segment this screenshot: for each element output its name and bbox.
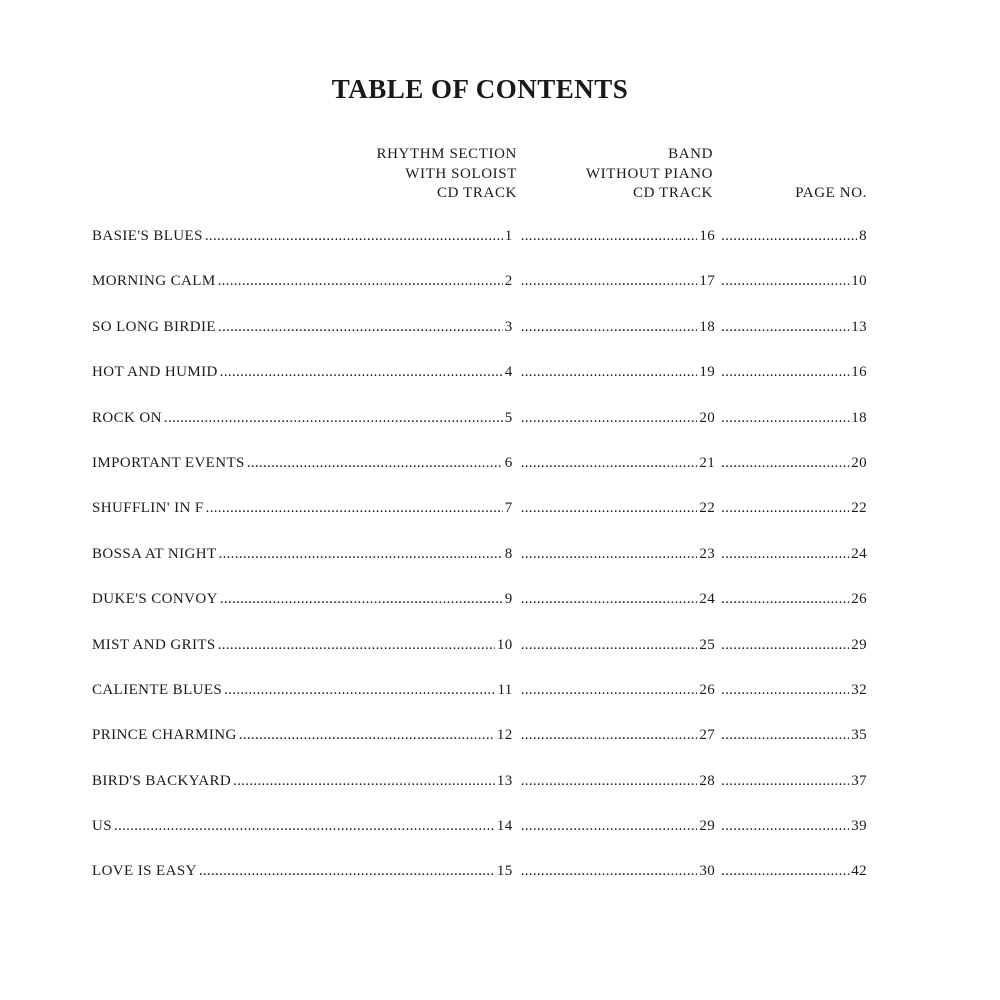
entry-title-segment <box>92 682 513 699</box>
page-number-segment <box>721 455 867 472</box>
dot-leader <box>521 682 698 699</box>
page-number-segment <box>721 773 867 790</box>
entry-title-segment <box>92 364 513 381</box>
entry-title-segment <box>92 591 513 608</box>
band-track-segment <box>521 500 715 517</box>
dot-leader <box>521 773 698 790</box>
dot-leader <box>218 273 503 290</box>
dot-leader <box>220 364 503 381</box>
band-track-segment <box>521 773 715 790</box>
page-number-segment <box>721 863 867 880</box>
dot-leader <box>721 773 849 790</box>
page-number-segment <box>721 228 867 245</box>
page-header-line: PAGE NO. <box>795 185 867 201</box>
dot-leader <box>521 319 698 336</box>
band-track-number: 22 <box>699 500 716 517</box>
rhythm-header-line: CD TRACK <box>437 185 517 201</box>
dot-leader <box>521 500 698 517</box>
page-number-segment <box>721 500 867 517</box>
entry-title-segment <box>92 546 513 563</box>
dot-leader <box>721 228 857 245</box>
page-number-column-header <box>795 184 867 204</box>
rhythm-track-number: 1 <box>504 228 513 244</box>
toc-entry <box>92 773 867 818</box>
entry-title-segment <box>92 500 513 517</box>
dot-leader <box>247 455 503 472</box>
band-track-number: 29 <box>699 818 716 835</box>
band-track-number: 25 <box>699 636 716 653</box>
dot-leader <box>218 637 495 654</box>
rhythm-header-line: RHYTHM SECTION <box>376 146 517 162</box>
band-track-number: 18 <box>699 318 716 335</box>
band-header-line: BAND <box>668 146 713 162</box>
entry-title: US <box>92 818 112 835</box>
page-number: 35 <box>851 727 867 744</box>
dot-leader <box>199 863 495 880</box>
page-number: 18 <box>851 409 867 426</box>
band-header-line: CD TRACK <box>633 185 713 201</box>
dot-leader <box>721 364 849 381</box>
entry-title-segment <box>92 773 513 790</box>
page-number: 42 <box>851 863 867 880</box>
page-number-segment <box>721 637 867 654</box>
band-track-number: 17 <box>699 273 716 290</box>
dot-leader <box>721 319 849 336</box>
dot-leader <box>220 591 503 608</box>
dot-leader <box>521 228 698 245</box>
page-number: 16 <box>851 364 867 381</box>
dot-leader <box>218 319 503 336</box>
band-track-segment <box>521 319 715 336</box>
rhythm-track-number: 14 <box>496 818 513 835</box>
dot-leader <box>721 818 849 835</box>
entry-title: SHUFFLIN' IN F <box>92 500 204 517</box>
band-track-column-header <box>586 145 713 204</box>
toc-entry <box>92 410 867 455</box>
entry-title: DUKE'S CONVOY <box>92 591 218 608</box>
rhythm-track-column-header <box>377 145 518 204</box>
page-number: 20 <box>851 454 867 471</box>
dot-leader <box>239 727 495 744</box>
page-number: 39 <box>851 818 867 835</box>
band-header-line: WITHOUT PIANO <box>585 165 713 182</box>
entry-title: BOSSA AT NIGHT <box>92 545 217 562</box>
page-number-segment <box>721 818 867 835</box>
contents-list <box>92 228 867 909</box>
rhythm-track-number: 15 <box>496 863 513 880</box>
band-track-number: 19 <box>699 364 716 381</box>
entry-title: ROCK ON <box>92 409 162 426</box>
dot-leader <box>721 863 849 880</box>
band-track-segment <box>521 364 715 381</box>
entry-title-segment <box>92 863 513 880</box>
page-number: 29 <box>851 636 867 653</box>
rhythm-track-number: 3 <box>504 318 513 335</box>
rhythm-track-number: 4 <box>504 364 513 381</box>
page-number-segment <box>721 591 867 608</box>
band-track-number: 20 <box>699 409 716 426</box>
entry-title: CALIENTE BLUES <box>92 681 223 698</box>
band-track-number: 28 <box>699 772 716 789</box>
entry-title-segment <box>92 455 513 472</box>
dot-leader <box>206 500 503 517</box>
band-track-segment <box>521 818 715 835</box>
dot-leader <box>721 410 849 427</box>
band-track-segment <box>521 273 715 290</box>
page-number-segment <box>721 273 867 290</box>
entry-title-segment <box>92 637 513 654</box>
rhythm-track-number: 13 <box>496 772 513 789</box>
dot-leader <box>721 727 849 744</box>
dot-leader <box>521 364 698 381</box>
entry-title-segment <box>92 410 513 427</box>
page-number: 32 <box>851 681 867 698</box>
dot-leader <box>521 410 698 427</box>
toc-entry <box>92 637 867 682</box>
toc-entry <box>92 727 867 772</box>
page-number: 8 <box>859 228 867 244</box>
rhythm-track-number: 2 <box>504 273 513 290</box>
dot-leader <box>521 591 698 608</box>
entry-title: PRINCE CHARMING <box>92 727 237 744</box>
dot-leader <box>114 818 495 835</box>
dot-leader <box>721 273 849 290</box>
toc-entry <box>92 682 867 727</box>
rhythm-track-number: 10 <box>496 636 513 653</box>
dot-leader <box>521 273 698 290</box>
rhythm-track-number: 8 <box>504 545 513 562</box>
dot-leader <box>521 455 698 472</box>
band-track-segment <box>521 455 715 472</box>
dot-leader <box>219 546 503 563</box>
entry-title: BIRD'S BACKYARD <box>92 772 232 789</box>
rhythm-track-number: 11 <box>497 681 513 698</box>
band-track-number: 27 <box>699 727 716 744</box>
entry-title-segment <box>92 228 513 245</box>
dot-leader <box>521 637 698 654</box>
page-number: 37 <box>851 772 867 789</box>
page-number: 13 <box>851 318 867 335</box>
entry-title-segment <box>92 727 513 744</box>
dot-leader <box>721 591 849 608</box>
entry-title: LOVE IS EASY <box>92 863 197 880</box>
rhythm-track-number: 7 <box>504 500 513 517</box>
page-number-segment <box>721 546 867 563</box>
band-track-number: 16 <box>699 228 716 244</box>
dot-leader <box>164 410 503 427</box>
rhythm-track-number: 6 <box>504 454 513 471</box>
page-number-segment <box>721 682 867 699</box>
dot-leader <box>205 228 503 245</box>
rhythm-track-number: 12 <box>496 727 513 744</box>
band-track-segment <box>521 228 715 245</box>
page-number-segment <box>721 727 867 744</box>
dot-leader <box>721 500 849 517</box>
toc-entry <box>92 546 867 591</box>
page-number: 10 <box>851 273 867 290</box>
dot-leader <box>521 546 698 563</box>
entry-title: SO LONG BIRDIE <box>92 318 216 335</box>
band-track-segment <box>521 682 715 699</box>
toc-entry <box>92 364 867 409</box>
entry-title: MIST AND GRITS <box>92 636 216 653</box>
entry-title: IMPORTANT EVENTS <box>92 454 245 471</box>
band-track-number: 24 <box>699 591 716 608</box>
toc-entry <box>92 818 867 863</box>
toc-entry <box>92 455 867 500</box>
entry-title-segment <box>92 319 513 336</box>
rhythm-header-line: WITH SOLOIST <box>405 165 517 182</box>
band-track-segment <box>521 546 715 563</box>
entry-title: MORNING CALM <box>92 273 216 290</box>
rhythm-track-number: 9 <box>504 591 513 608</box>
page-number-segment <box>721 410 867 427</box>
band-track-segment <box>521 863 715 880</box>
band-track-segment <box>521 637 715 654</box>
toc-entry <box>92 228 867 273</box>
dot-leader <box>721 682 849 699</box>
band-track-number: 23 <box>699 545 716 562</box>
rhythm-track-number: 5 <box>504 409 513 426</box>
band-track-segment <box>521 591 715 608</box>
page-number: 26 <box>851 591 867 608</box>
page-title: TABLE OF CONTENTS <box>331 74 629 104</box>
dot-leader <box>521 727 698 744</box>
dot-leader <box>721 637 849 654</box>
page-number-segment <box>721 319 867 336</box>
dot-leader <box>521 818 698 835</box>
toc-entry <box>92 500 867 545</box>
entry-title: HOT AND HUMID <box>92 364 218 381</box>
band-track-number: 30 <box>699 863 716 880</box>
band-track-segment <box>521 727 715 744</box>
entry-title: BASIE'S BLUES <box>92 228 203 244</box>
dot-leader <box>233 773 495 790</box>
page-number: 22 <box>851 500 867 517</box>
toc-entry <box>92 273 867 318</box>
dot-leader <box>521 863 698 880</box>
band-track-number: 21 <box>699 454 716 471</box>
dot-leader <box>224 682 495 699</box>
band-track-segment <box>521 410 715 427</box>
dot-leader <box>721 546 849 563</box>
toc-entry <box>92 591 867 636</box>
page-number-segment <box>721 364 867 381</box>
dot-leader <box>721 455 849 472</box>
entry-title-segment <box>92 818 513 835</box>
entry-title-segment <box>92 273 513 290</box>
toc-entry <box>92 863 867 908</box>
page-number: 24 <box>851 545 867 562</box>
toc-entry <box>92 319 867 364</box>
band-track-number: 26 <box>699 681 716 698</box>
